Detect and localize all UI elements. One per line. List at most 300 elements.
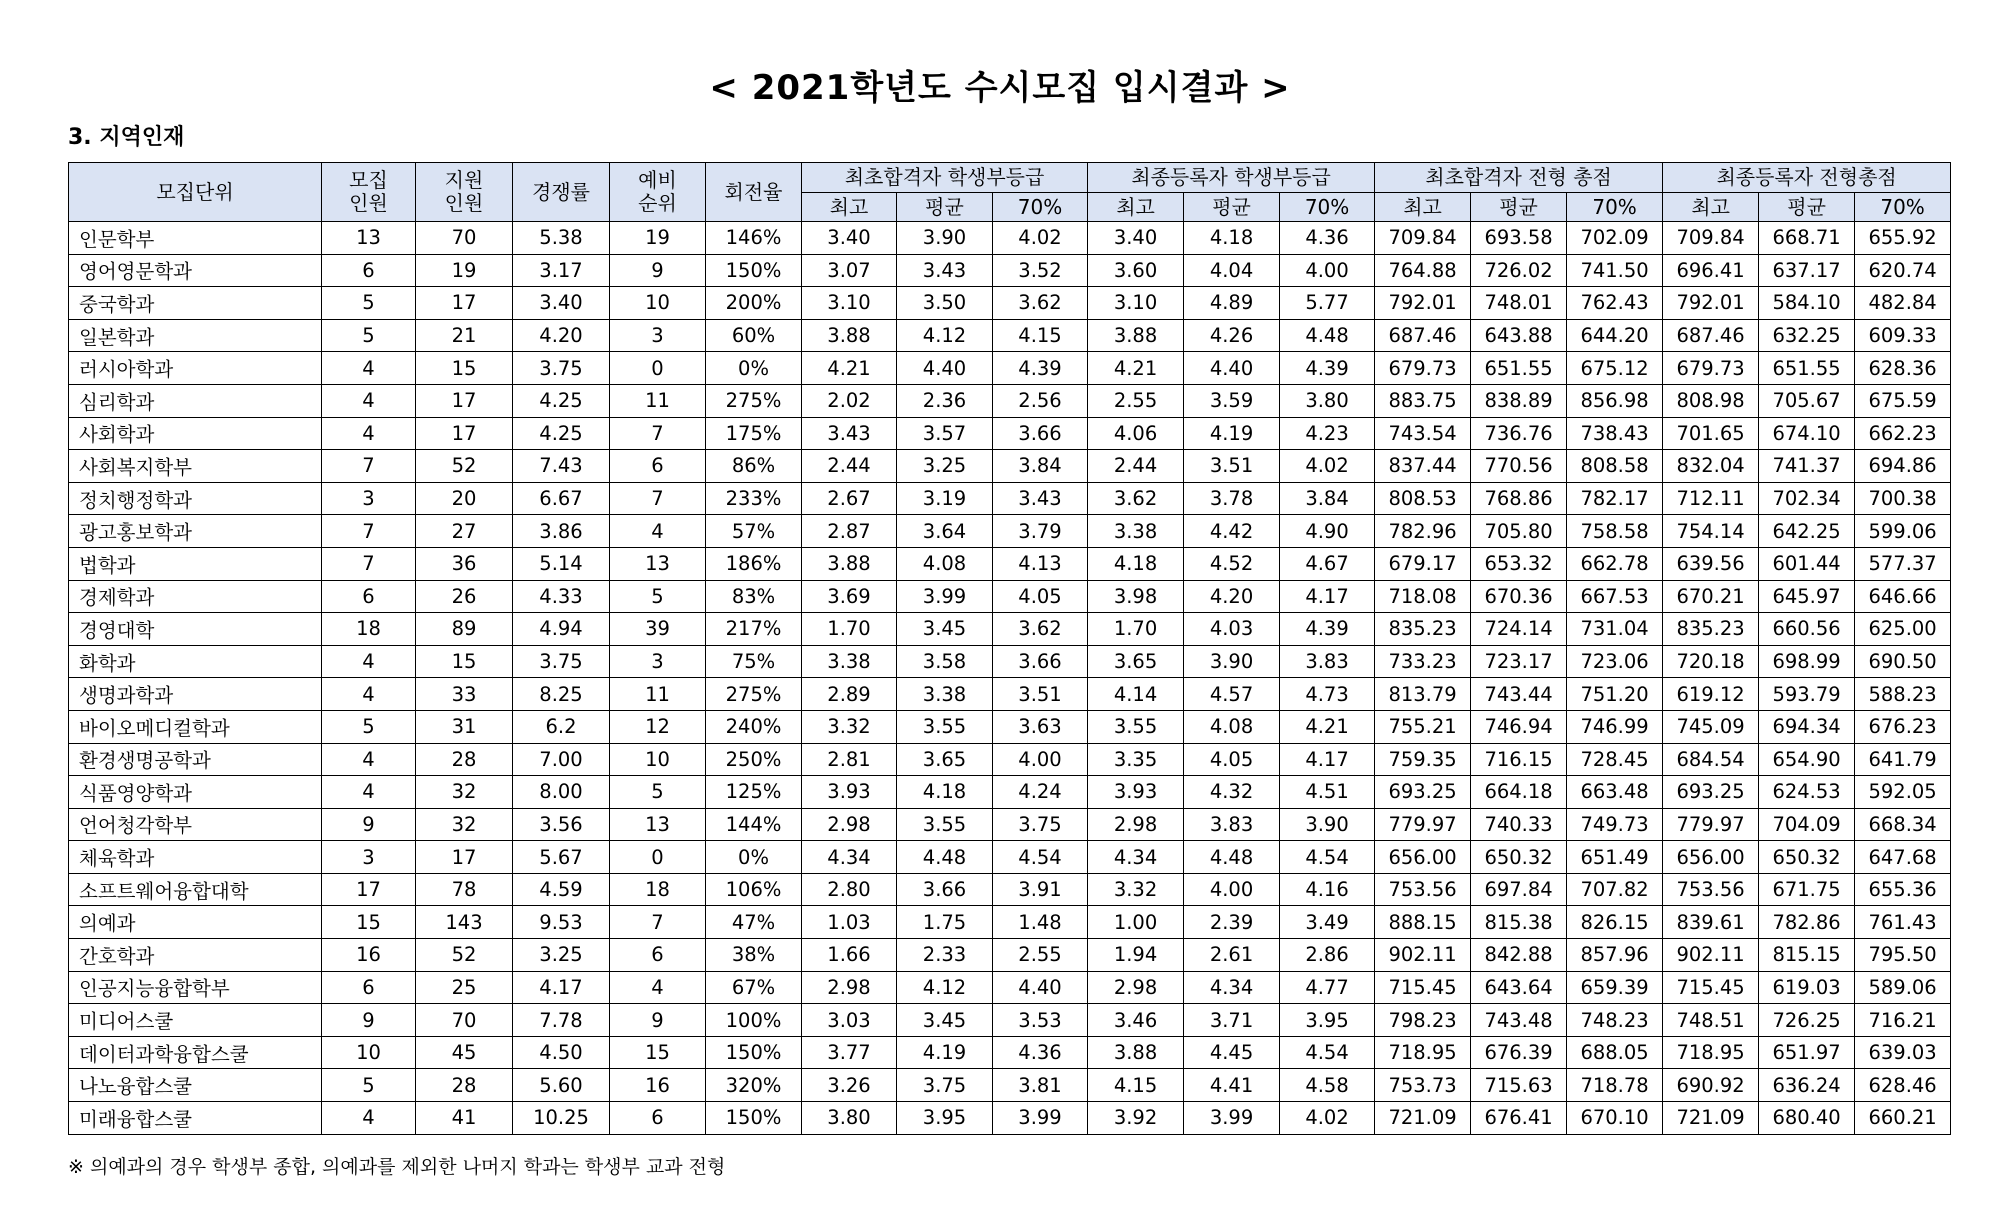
table-cell: 646.66 <box>1855 580 1951 613</box>
table-cell: 4.52 <box>1184 547 1280 580</box>
table-cell: 4.18 <box>1088 547 1184 580</box>
table-cell: 4 <box>322 776 416 809</box>
table-cell: 11 <box>610 678 706 711</box>
table-cell: 86% <box>706 450 802 483</box>
table-cell: 712.11 <box>1663 482 1759 515</box>
table-cell: 4.73 <box>1280 678 1375 711</box>
table-cell: 3.59 <box>1184 384 1280 417</box>
page-title: < 2021학년도 수시모집 입시결과 > <box>709 68 1291 108</box>
table-cell: 813.79 <box>1375 678 1471 711</box>
table-cell: 10.25 <box>513 1102 610 1135</box>
subheader-max: 최고 <box>1663 193 1759 222</box>
table-row <box>69 287 1951 320</box>
table-cell: 902.11 <box>1663 939 1759 972</box>
table-cell: 883.75 <box>1375 384 1471 417</box>
table-cell: 651.97 <box>1759 1036 1855 1069</box>
table-cell: 3.60 <box>1088 254 1184 287</box>
table-row <box>69 776 1951 809</box>
header-unit: 모집단위 <box>69 163 322 222</box>
table-cell: 745.09 <box>1663 710 1759 743</box>
table-cell: 738.43 <box>1567 417 1663 450</box>
table-cell: 10 <box>610 743 706 776</box>
table-row <box>69 808 1951 841</box>
table-cell: 3.62 <box>1088 482 1184 515</box>
table-cell: 2.98 <box>1088 808 1184 841</box>
subheader-max: 최고 <box>1375 193 1471 222</box>
table-cell: 4.17 <box>1280 580 1375 613</box>
table-cell: 619.12 <box>1663 678 1759 711</box>
table-cell: 3.56 <box>513 808 610 841</box>
table-cell: 78 <box>416 873 513 906</box>
table-cell: 4.13 <box>993 547 1088 580</box>
table-cell: 624.53 <box>1759 776 1855 809</box>
table-cell: 4.02 <box>1280 450 1375 483</box>
table-row <box>69 678 1951 711</box>
table-row <box>69 1036 1951 1069</box>
table-cell: 150% <box>706 1102 802 1135</box>
table-cell: 3.51 <box>1184 450 1280 483</box>
table-cell: 0 <box>610 352 706 385</box>
table-cell: 650.32 <box>1759 841 1855 874</box>
table-cell: 687.46 <box>1663 319 1759 352</box>
table-cell: 770.56 <box>1471 450 1567 483</box>
table-cell: 3.45 <box>897 613 993 646</box>
table-cell: 3.88 <box>802 547 897 580</box>
row-unit-name: 체육학과 <box>69 841 322 874</box>
table-cell: 736.76 <box>1471 417 1567 450</box>
table-cell: 754.14 <box>1663 515 1759 548</box>
table-cell: 888.15 <box>1375 906 1471 939</box>
table-cell: 792.01 <box>1663 287 1759 320</box>
table-cell: 3.62 <box>993 287 1088 320</box>
table-cell: 4.21 <box>1280 710 1375 743</box>
table-cell: 8.25 <box>513 678 610 711</box>
header-group-final-grade: 최종등록자 학생부등급 <box>1088 163 1375 193</box>
table-cell: 5.60 <box>513 1069 610 1102</box>
table-cell: 17 <box>322 873 416 906</box>
table-cell: 3.77 <box>802 1036 897 1069</box>
table-cell: 9 <box>610 1004 706 1037</box>
header-group-first-grade: 최초합격자 학생부등급 <box>802 163 1088 193</box>
table-cell: 743.48 <box>1471 1004 1567 1037</box>
table-cell: 3.38 <box>802 645 897 678</box>
table-cell: 3 <box>610 645 706 678</box>
header-waitlist: 예비 순위 <box>610 163 706 222</box>
table-cell: 4.67 <box>1280 547 1375 580</box>
row-unit-name: 사회학과 <box>69 417 322 450</box>
table-cell: 670.36 <box>1471 580 1567 613</box>
table-cell: 656.00 <box>1375 841 1471 874</box>
table-cell: 593.79 <box>1759 678 1855 711</box>
footnote: ※ 의예과의 경우 학생부 종합, 의예과를 제외한 나머지 학과는 학생부 교과 전형 <box>68 1156 726 1178</box>
table-cell: 17 <box>416 841 513 874</box>
table-cell: 762.43 <box>1567 287 1663 320</box>
row-unit-name: 소프트웨어융합대학 <box>69 873 322 906</box>
table-cell: 759.35 <box>1375 743 1471 776</box>
table-cell: 3.55 <box>1088 710 1184 743</box>
table-cell: 705.67 <box>1759 384 1855 417</box>
row-unit-name: 화학과 <box>69 645 322 678</box>
table-cell: 676.39 <box>1471 1036 1567 1069</box>
table-cell: 628.36 <box>1855 352 1951 385</box>
table-cell: 2.39 <box>1184 906 1280 939</box>
table-cell: 1.75 <box>897 906 993 939</box>
table-cell: 47% <box>706 906 802 939</box>
table-cell: 250% <box>706 743 802 776</box>
table-cell: 654.90 <box>1759 743 1855 776</box>
table-row <box>69 645 1951 678</box>
table-cell: 709.84 <box>1663 222 1759 255</box>
table-cell: 4.54 <box>993 841 1088 874</box>
table-row <box>69 482 1951 515</box>
table-cell: 782.17 <box>1567 482 1663 515</box>
table-row <box>69 580 1951 613</box>
table-cell: 106% <box>706 873 802 906</box>
table-cell: 1.48 <box>993 906 1088 939</box>
table-cell: 675.59 <box>1855 384 1951 417</box>
table-cell: 4.59 <box>513 873 610 906</box>
table-cell: 693.25 <box>1375 776 1471 809</box>
table-cell: 675.12 <box>1567 352 1663 385</box>
table-cell: 7.00 <box>513 743 610 776</box>
table-cell: 670.10 <box>1567 1102 1663 1135</box>
table-cell: 688.05 <box>1567 1036 1663 1069</box>
row-unit-name: 일본학과 <box>69 319 322 352</box>
table-row <box>69 1069 1951 1102</box>
table-cell: 52 <box>416 450 513 483</box>
table-cell: 146% <box>706 222 802 255</box>
table-cell: 3.90 <box>1184 645 1280 678</box>
table-cell: 628.46 <box>1855 1069 1951 1102</box>
table-cell: 4.08 <box>1184 710 1280 743</box>
table-cell: 643.64 <box>1471 971 1567 1004</box>
table-cell: 748.23 <box>1567 1004 1663 1037</box>
table-cell: 720.18 <box>1663 645 1759 678</box>
table-cell: 4.58 <box>1280 1069 1375 1102</box>
row-unit-name: 간호학과 <box>69 939 322 972</box>
table-cell: 716.21 <box>1855 1004 1951 1037</box>
table-cell: 726.25 <box>1759 1004 1855 1037</box>
table-cell: 4 <box>322 384 416 417</box>
table-cell: 3.84 <box>993 450 1088 483</box>
table-cell: 3.46 <box>1088 1004 1184 1037</box>
table-cell: 9.53 <box>513 906 610 939</box>
row-unit-name: 정치행정학과 <box>69 482 322 515</box>
table-cell: 753.56 <box>1663 873 1759 906</box>
table-cell: 10 <box>610 287 706 320</box>
table-cell: 651.55 <box>1471 352 1567 385</box>
header-group-final-score: 최종등록자 전형총점 <box>1663 163 1951 193</box>
table-cell: 4.41 <box>1184 1069 1280 1102</box>
table-cell: 3.52 <box>993 254 1088 287</box>
table-cell: 4.04 <box>1184 254 1280 287</box>
table-cell: 588.23 <box>1855 678 1951 711</box>
table-cell: 2.56 <box>993 384 1088 417</box>
table-cell: 5 <box>610 776 706 809</box>
table-cell: 3.07 <box>802 254 897 287</box>
table-cell: 4.19 <box>897 1036 993 1069</box>
table-cell: 3.55 <box>897 710 993 743</box>
header-turnover: 회전율 <box>706 163 802 222</box>
table-cell: 13 <box>610 808 706 841</box>
table-cell: 2.98 <box>802 808 897 841</box>
table-cell: 20 <box>416 482 513 515</box>
table-cell: 67% <box>706 971 802 1004</box>
table-cell: 7 <box>322 547 416 580</box>
table-row <box>69 384 1951 417</box>
table-cell: 4.54 <box>1280 1036 1375 1069</box>
table-cell: 13 <box>610 547 706 580</box>
table-cell: 2.67 <box>802 482 897 515</box>
table-cell: 700.38 <box>1855 482 1951 515</box>
table-row <box>69 417 1951 450</box>
table-cell: 3.57 <box>897 417 993 450</box>
table-cell: 639.56 <box>1663 547 1759 580</box>
table-cell: 6 <box>610 1102 706 1135</box>
table-cell: 902.11 <box>1375 939 1471 972</box>
table-cell: 609.33 <box>1855 319 1951 352</box>
table-cell: 16 <box>610 1069 706 1102</box>
table-cell: 4.39 <box>1280 613 1375 646</box>
table-cell: 3.69 <box>802 580 897 613</box>
table-cell: 6 <box>322 580 416 613</box>
table-cell: 779.97 <box>1375 808 1471 841</box>
table-cell: 707.82 <box>1567 873 1663 906</box>
row-unit-name: 영어영문학과 <box>69 254 322 287</box>
table-cell: 11 <box>610 384 706 417</box>
table-cell: 4.50 <box>513 1036 610 1069</box>
table-cell: 6.2 <box>513 710 610 743</box>
table-cell: 2.89 <box>802 678 897 711</box>
table-cell: 275% <box>706 678 802 711</box>
table-cell: 670.21 <box>1663 580 1759 613</box>
table-row <box>69 743 1951 776</box>
table-cell: 740.33 <box>1471 808 1567 841</box>
table-cell: 7.43 <box>513 450 610 483</box>
table-row <box>69 906 1951 939</box>
table-cell: 671.75 <box>1759 873 1855 906</box>
table-cell: 693.58 <box>1471 222 1567 255</box>
row-unit-name: 언어청각학부 <box>69 808 322 841</box>
table-cell: 4.06 <box>1088 417 1184 450</box>
table-cell: 792.01 <box>1375 287 1471 320</box>
table-cell: 70 <box>416 222 513 255</box>
table-cell: 0% <box>706 841 802 874</box>
table-cell: 647.68 <box>1855 841 1951 874</box>
table-cell: 715.63 <box>1471 1069 1567 1102</box>
table-cell: 9 <box>610 254 706 287</box>
header-quota: 모집 인원 <box>322 163 416 222</box>
table-cell: 3.40 <box>802 222 897 255</box>
table-cell: 748.51 <box>1663 1004 1759 1037</box>
table-cell: 753.56 <box>1375 873 1471 906</box>
table-cell: 60% <box>706 319 802 352</box>
subheader-avg: 평균 <box>1471 193 1567 222</box>
table-cell: 5 <box>610 580 706 613</box>
table-cell: 3.88 <box>1088 1036 1184 1069</box>
table-cell: 660.56 <box>1759 613 1855 646</box>
table-cell: 3.88 <box>802 319 897 352</box>
table-cell: 643.88 <box>1471 319 1567 352</box>
row-unit-name: 미디어스쿨 <box>69 1004 322 1037</box>
table-cell: 1.70 <box>802 613 897 646</box>
table-row <box>69 450 1951 483</box>
table-cell: 4.32 <box>1184 776 1280 809</box>
table-cell: 779.97 <box>1663 808 1759 841</box>
table-cell: 741.37 <box>1759 450 1855 483</box>
table-cell: 41 <box>416 1102 513 1135</box>
row-unit-name: 의예과 <box>69 906 322 939</box>
table-cell: 150% <box>706 1036 802 1069</box>
table-cell: 5 <box>322 710 416 743</box>
table-cell: 753.73 <box>1375 1069 1471 1102</box>
table-cell: 3.66 <box>993 645 1088 678</box>
table-cell: 3.65 <box>897 743 993 776</box>
table-cell: 3.10 <box>1088 287 1184 320</box>
table-cell: 5.67 <box>513 841 610 874</box>
table-cell: 3.17 <box>513 254 610 287</box>
table-cell: 4.34 <box>1184 971 1280 1004</box>
table-cell: 28 <box>416 1069 513 1102</box>
table-cell: 15 <box>610 1036 706 1069</box>
table-cell: 70 <box>416 1004 513 1037</box>
table-cell: 33 <box>416 678 513 711</box>
table-cell: 645.97 <box>1759 580 1855 613</box>
table-cell: 2.61 <box>1184 939 1280 972</box>
table-cell: 17 <box>416 417 513 450</box>
table-cell: 3.95 <box>897 1102 993 1135</box>
table-cell: 4.21 <box>802 352 897 385</box>
table-cell: 4.42 <box>1184 515 1280 548</box>
table-cell: 726.02 <box>1471 254 1567 287</box>
row-unit-name: 인문학부 <box>69 222 322 255</box>
table-cell: 2.33 <box>897 939 993 972</box>
table-cell: 4.23 <box>1280 417 1375 450</box>
table-cell: 28 <box>416 743 513 776</box>
table-cell: 233% <box>706 482 802 515</box>
table-cell: 4.90 <box>1280 515 1375 548</box>
table-cell: 3 <box>322 482 416 515</box>
table-cell: 3.62 <box>993 613 1088 646</box>
table-cell: 4.24 <box>993 776 1088 809</box>
table-cell: 835.23 <box>1663 613 1759 646</box>
table-cell: 723.06 <box>1567 645 1663 678</box>
table-cell: 644.20 <box>1567 319 1663 352</box>
table-cell: 3.79 <box>993 515 1088 548</box>
table-cell: 3.99 <box>897 580 993 613</box>
table-cell: 4.18 <box>897 776 993 809</box>
table-cell: 7 <box>322 450 416 483</box>
table-cell: 3.35 <box>1088 743 1184 776</box>
table-cell: 4.36 <box>993 1036 1088 1069</box>
table-cell: 3.98 <box>1088 580 1184 613</box>
row-unit-name: 데이터과학융합스쿨 <box>69 1036 322 1069</box>
table-cell: 728.45 <box>1567 743 1663 776</box>
table-cell: 764.88 <box>1375 254 1471 287</box>
table-cell: 3.26 <box>802 1069 897 1102</box>
table-cell: 7 <box>322 515 416 548</box>
row-unit-name: 환경생명공학과 <box>69 743 322 776</box>
table-cell: 1.70 <box>1088 613 1184 646</box>
table-cell: 795.50 <box>1855 939 1951 972</box>
results-table <box>68 162 1951 1135</box>
table-cell: 4 <box>610 971 706 1004</box>
table-cell: 2.86 <box>1280 939 1375 972</box>
row-unit-name: 법학과 <box>69 547 322 580</box>
row-unit-name: 바이오메디컬학과 <box>69 710 322 743</box>
table-cell: 4.34 <box>802 841 897 874</box>
table-cell: 4.94 <box>513 613 610 646</box>
table-cell: 3.95 <box>1280 1004 1375 1037</box>
table-cell: 4.05 <box>993 580 1088 613</box>
table-cell: 15 <box>322 906 416 939</box>
table-cell: 2.98 <box>1088 971 1184 1004</box>
table-cell: 4.40 <box>1184 352 1280 385</box>
table-cell: 636.24 <box>1759 1069 1855 1102</box>
table-cell: 3.55 <box>897 808 993 841</box>
table-cell: 659.39 <box>1567 971 1663 1004</box>
table-cell: 838.89 <box>1471 384 1567 417</box>
table-cell: 637.17 <box>1759 254 1855 287</box>
table-cell: 655.92 <box>1855 222 1951 255</box>
table-cell: 746.94 <box>1471 710 1567 743</box>
table-cell: 3.38 <box>1088 515 1184 548</box>
table-cell: 662.23 <box>1855 417 1951 450</box>
table-cell: 704.09 <box>1759 808 1855 841</box>
table-cell: 25 <box>416 971 513 1004</box>
table-cell: 856.98 <box>1567 384 1663 417</box>
table-cell: 702.34 <box>1759 482 1855 515</box>
table-cell: 632.25 <box>1759 319 1855 352</box>
table-cell: 3.86 <box>513 515 610 548</box>
row-unit-name: 나노융합스쿨 <box>69 1069 322 1102</box>
table-cell: 83% <box>706 580 802 613</box>
table-cell: 723.17 <box>1471 645 1567 678</box>
table-cell: 275% <box>706 384 802 417</box>
table-cell: 4 <box>322 645 416 678</box>
table-cell: 0 <box>610 841 706 874</box>
table-cell: 3.75 <box>993 808 1088 841</box>
table-cell: 684.54 <box>1663 743 1759 776</box>
table-cell: 17 <box>416 384 513 417</box>
table-row <box>69 1004 1951 1037</box>
table-cell: 7 <box>610 482 706 515</box>
row-unit-name: 인공지능융합학부 <box>69 971 322 1004</box>
subheader-max: 최고 <box>802 193 897 222</box>
table-cell: 655.36 <box>1855 873 1951 906</box>
table-cell: 589.06 <box>1855 971 1951 1004</box>
table-row <box>69 1102 1951 1135</box>
table-cell: 718.78 <box>1567 1069 1663 1102</box>
section-title: 3. 지역인재 <box>68 125 185 150</box>
table-row <box>69 515 1951 548</box>
table-cell: 3.25 <box>513 939 610 972</box>
table-cell: 679.73 <box>1375 352 1471 385</box>
table-cell: 577.37 <box>1855 547 1951 580</box>
table-cell: 4.45 <box>1184 1036 1280 1069</box>
table-cell: 4.21 <box>1088 352 1184 385</box>
table-cell: 3.03 <box>802 1004 897 1037</box>
table-cell: 4.12 <box>897 971 993 1004</box>
table-cell: 3.99 <box>1184 1102 1280 1135</box>
table-cell: 1.94 <box>1088 939 1184 972</box>
table-cell: 741.50 <box>1567 254 1663 287</box>
table-cell: 31 <box>416 710 513 743</box>
table-cell: 143 <box>416 906 513 939</box>
table-cell: 19 <box>610 222 706 255</box>
table-cell: 2.80 <box>802 873 897 906</box>
table-cell: 716.15 <box>1471 743 1567 776</box>
